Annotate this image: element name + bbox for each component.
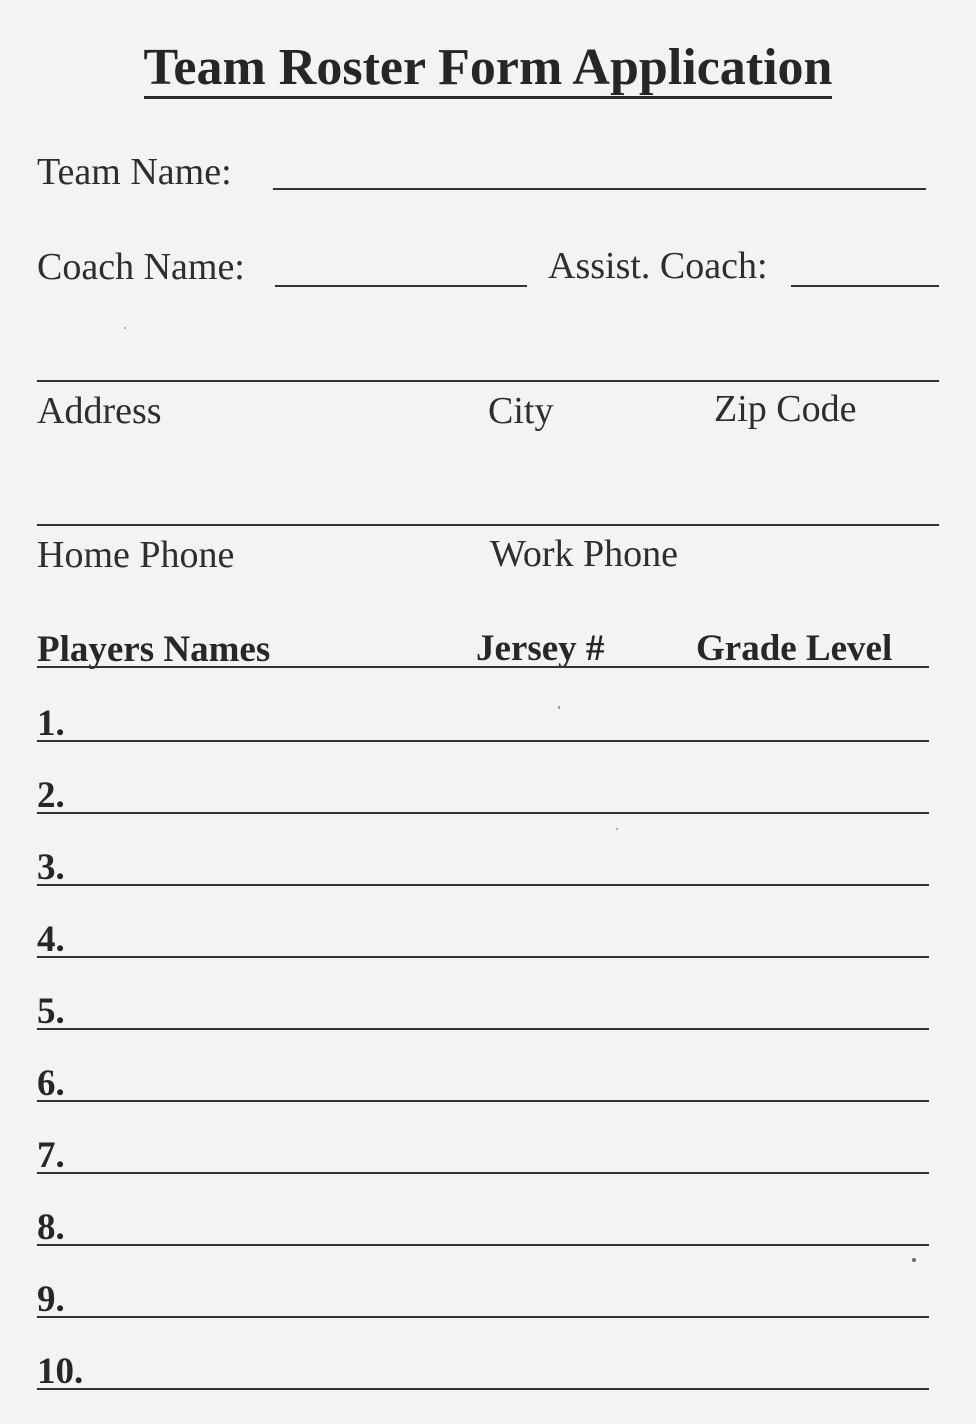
team-name-label: Team Name: xyxy=(37,151,232,193)
players-names-header: Players Names xyxy=(37,629,271,670)
roster-row-line[interactable] xyxy=(37,1244,929,1246)
roster-header-rule xyxy=(37,666,929,668)
roster-row-number: 8. xyxy=(37,1207,65,1248)
roster-row-line[interactable] xyxy=(37,956,929,958)
roster-row-number: 4. xyxy=(37,919,65,960)
roster-row-line[interactable] xyxy=(37,1388,929,1390)
roster-row-number: 7. xyxy=(37,1135,65,1176)
scan-speck xyxy=(124,327,126,329)
work-phone-label: Work Phone xyxy=(490,533,678,575)
roster-row-line[interactable] xyxy=(37,812,929,814)
assist-coach-field[interactable] xyxy=(791,285,939,287)
scan-speck xyxy=(558,706,560,709)
assist-coach-label: Assist. Coach: xyxy=(548,245,768,287)
page-title xyxy=(0,36,976,100)
roster-row-line[interactable] xyxy=(37,740,929,742)
roster-row-number: 1. xyxy=(37,703,65,744)
jersey-number-header: Jersey # xyxy=(476,628,605,669)
roster-row-number: 6. xyxy=(37,1063,65,1104)
grade-level-header: Grade Level xyxy=(696,628,893,669)
coach-name-label: Coach Name: xyxy=(37,246,245,288)
roster-row-line[interactable] xyxy=(37,1316,929,1318)
team-name-field[interactable] xyxy=(273,188,926,190)
roster-row-number: 9. xyxy=(37,1279,65,1320)
roster-row-line[interactable] xyxy=(37,1172,929,1174)
zip-code-label: Zip Code xyxy=(714,388,857,430)
roster-row-line[interactable] xyxy=(37,1100,929,1102)
roster-row-line[interactable] xyxy=(37,884,929,886)
address-field[interactable] xyxy=(37,380,939,382)
roster-row-number: 5. xyxy=(37,991,65,1032)
address-label: Address xyxy=(37,390,162,432)
coach-name-field[interactable] xyxy=(275,285,527,287)
scan-speck xyxy=(912,1258,916,1262)
city-label: City xyxy=(488,390,554,432)
scan-speck xyxy=(616,828,618,830)
roster-row-number: 3. xyxy=(37,847,65,888)
phone-field[interactable] xyxy=(37,524,939,526)
roster-row-number: 2. xyxy=(37,775,65,816)
home-phone-label: Home Phone xyxy=(37,534,235,576)
title-text: Team Roster Form Application xyxy=(144,40,833,99)
roster-row-number: 10. xyxy=(37,1351,84,1392)
roster-row-line[interactable] xyxy=(37,1028,929,1030)
